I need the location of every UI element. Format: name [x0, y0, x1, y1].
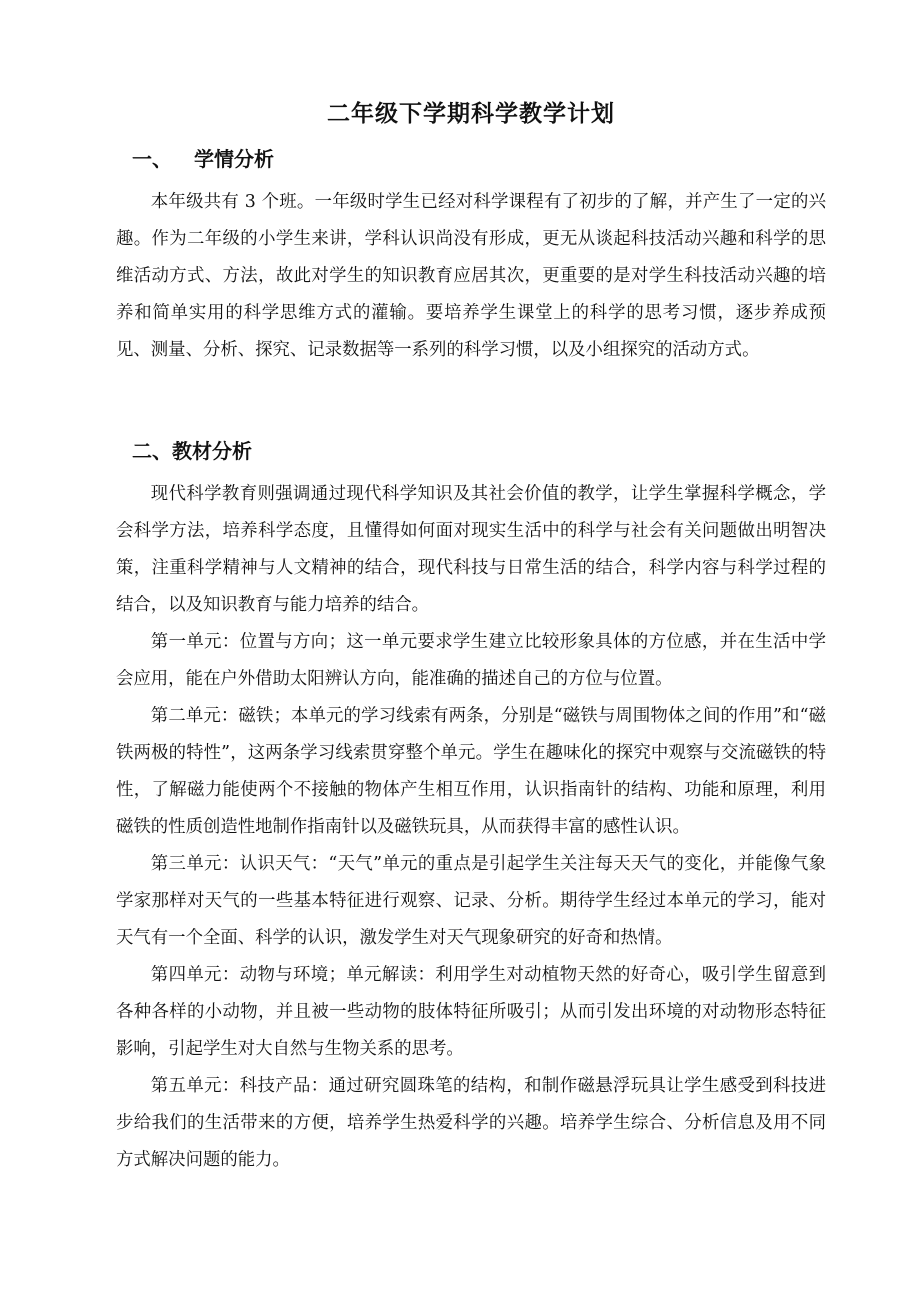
paragraph: 本年级共有 3 个班。一年级时学生已经对科学课程有了初步的了解，并产生了一定的兴趣。作为二年级的小学生来讲，学科认识尚没有形成，更无从谈起科技活动兴趣和科学的思维活动方式、方法，故此对学生的知识教育应居其次，更重要的是对学生科技活动兴趣的培养和简单实用的科学思维方式的灌输。要培养学生课堂上的科学的思考习惯，逐步养成预见、测量、分析、探究、记录数据等一系列的科学习惯，以及小组探究的活动方式。 — [116, 192, 826, 360]
section-heading-textbook-analysis — [116, 436, 826, 466]
section-title: 学情分析 — [194, 147, 274, 171]
section-body-textbook-analysis — [116, 476, 826, 1179]
document-title: 二年级下学期科学教学计划 — [327, 101, 615, 127]
paragraph: 现代科学教育则强调通过现代科学知识及其社会价值的教学，让学生掌握科学概念，学会科学方法，培养科学态度，且懂得如何面对现实生活中的科学与社会有关问题做出明智决策，注重科学精神与人文精神的结合，现代科技与日常生活的结合，科学内容与科学过程的结合，以及知识教育与能力培养的结合。 — [116, 484, 826, 615]
section-title: 教材分析 — [172, 439, 252, 463]
section-body-student-analysis — [116, 184, 826, 369]
paragraph-unit-5: 第五单元：科技产品：通过研究圆珠笔的结构，和制作磁悬浮玩具让学生感受到科技进步给我们的生活带来的方便，培养学生热爱科学的兴趣。培养学生综合、分析信息及用不同方式解决问题的能力。 — [116, 1076, 826, 1170]
section-number: 二、 — [132, 439, 172, 463]
paragraph-unit-4: 第四单元：动物与环境；单元解读：利用学生对动植物天然的好奇心，吸引学生留意到各种各样的小动物，并且被一些动物的肢体特征所吸引；从而引发出环境的对动物形态特征影响，引起学生对大自然与生物关系的思考。 — [116, 965, 826, 1059]
section-number: 一、 — [132, 147, 172, 171]
paragraph-unit-3: 第三单元：认识天气：“天气”单元的重点是引起学生关注每天天气的变化，并能像气象学家那样对天气的一些基本特征进行观察、记录、分析。期待学生经过本单元的学习，能对天气有一个全面、科学的认识，激发学生对天气现象研究的好奇和热情。 — [116, 854, 826, 948]
paragraph-unit-1: 第一单元：位置与方向；这一单元要求学生建立比较形象具体的方位感，并在生活中学会应用，能在户外借助太阳辨认方向，能准确的描述自己的方位与位置。 — [116, 632, 826, 689]
section-heading-student-analysis — [116, 144, 826, 174]
paragraph-unit-2: 第二单元：磁铁；本单元的学习线索有两条，分别是“磁铁与周围物体之间的作用”和“磁铁两极的特性”，这两条学习线索贯穿整个单元。学生在趣味化的探究中观察与交流磁铁的特性，了解磁力能使两个不接触的物体产生相互作用，认识指南针的结构、功能和原理，利用磁铁的性质创造性地制作指南针以及磁铁玩具，从而获得丰富的感性认识。 — [116, 706, 826, 837]
